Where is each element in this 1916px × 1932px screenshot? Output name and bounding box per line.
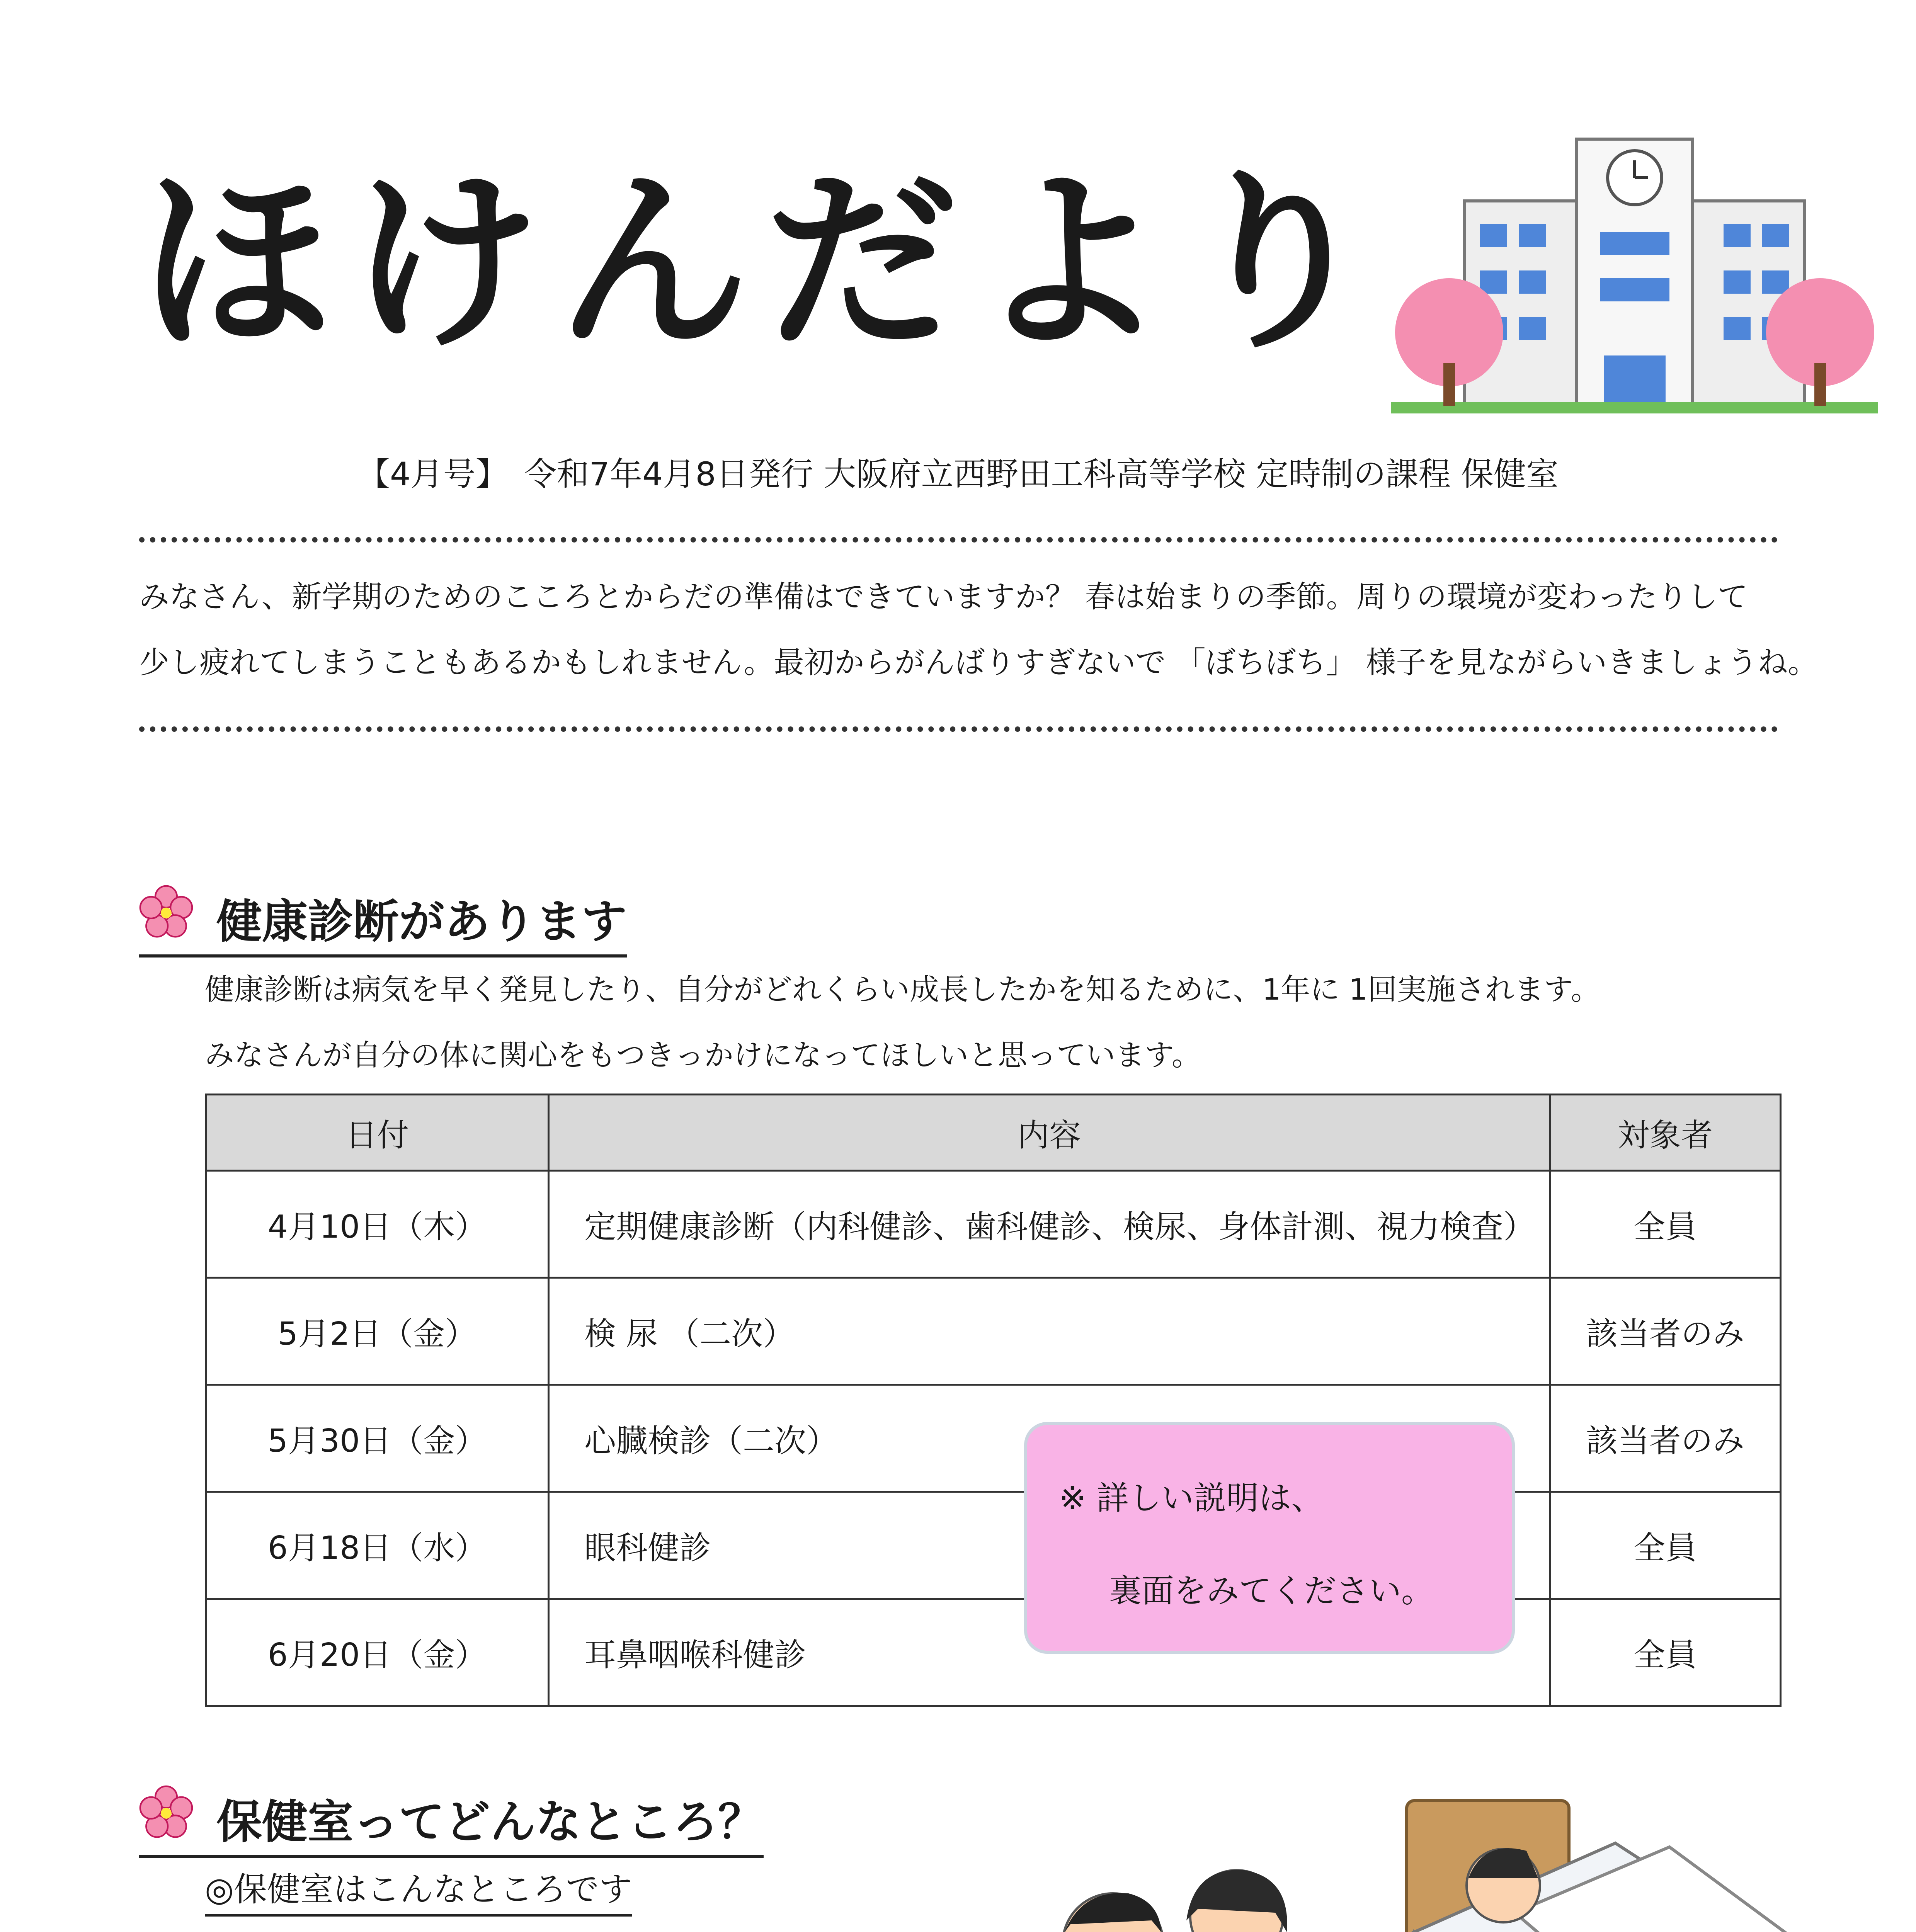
row-date: 5月2日（金） <box>206 1278 549 1385</box>
header-content: 内容 <box>549 1095 1550 1171</box>
table-header-row <box>206 1095 1781 1171</box>
nurse-treating-student-illustration <box>1028 1855 1376 1932</box>
section1-paragraph-1: 健康診断は病気を早く発見したり、自分がどれくらい成長したかを知るために、1年に 1回実施されます。 <box>205 972 1600 1007</box>
row-content: 耳鼻咽喉科健診 <box>549 1599 1550 1706</box>
table-row <box>206 1278 1781 1385</box>
dotted-divider-top <box>139 537 1778 543</box>
row-content: 眼科健診 <box>549 1492 1550 1599</box>
table-row <box>206 1492 1781 1599</box>
issue-info: 【4月号】 令和7年4月8日発行 大阪府立西野田工科高等学校 定時制の課程 保健室 <box>357 455 1559 493</box>
row-target: 全員 <box>1550 1492 1781 1599</box>
health-checkup-table <box>205 1094 1782 1707</box>
header-target: 対象者 <box>1550 1095 1781 1171</box>
row-target: 全員 <box>1550 1171 1781 1278</box>
intro-line-1: みなさん、新学期のためのこころとからだの準備はできていますか？ 春は始まりの季節。周りの環境が変わったりして <box>139 580 1748 614</box>
note-line-1: ※ 詳しい説明は、 <box>1059 1479 1324 1517</box>
row-content: 心臓検診（二次） <box>549 1385 1550 1492</box>
row-content: 定期健康診断（内科健診、歯科健診、検尿、身体計測、視力検査） <box>549 1171 1550 1278</box>
row-content: 検 尿 （二次） <box>549 1278 1550 1385</box>
note-line-2: 裏面をみてください。 <box>1109 1572 1434 1610</box>
newsletter-title: ほけんだより <box>139 150 1391 375</box>
school-building-illustration <box>1391 131 1878 417</box>
table-row <box>206 1171 1781 1278</box>
row-date: 4月10日（木） <box>206 1171 549 1278</box>
intro-line-2: 少し疲れてしまうこともあるかもしれません。最初からがんばりすぎないで 「ぼちぼち」 様子を見ながらいきましょうね。 <box>139 645 1818 680</box>
table-row <box>206 1599 1781 1706</box>
section1-paragraph-2: みなさんが自分の体に関心をもつきっかけになってほしいと思っています。 <box>205 1038 1201 1072</box>
table-row <box>206 1385 1781 1492</box>
section-heading-health-checkup: 健康診断があります <box>139 885 627 957</box>
row-target: 該当者のみ <box>1550 1385 1781 1492</box>
row-target: 該当者のみ <box>1550 1278 1781 1385</box>
section-heading-health-room: 保健室ってどんなところ？ <box>139 1785 764 1858</box>
subheading-about-room: ◎保健室はこんなところです <box>205 1862 632 1917</box>
row-target: 全員 <box>1550 1599 1781 1706</box>
row-date: 6月20日（金） <box>206 1599 549 1706</box>
dotted-divider-bottom <box>139 726 1778 732</box>
row-date: 5月30日（金） <box>206 1385 549 1492</box>
header-date: 日付 <box>206 1095 549 1171</box>
student-in-bed-illustration <box>1399 1785 1843 1932</box>
note-box <box>1024 1422 1515 1654</box>
row-date: 6月18日（水） <box>206 1492 549 1599</box>
